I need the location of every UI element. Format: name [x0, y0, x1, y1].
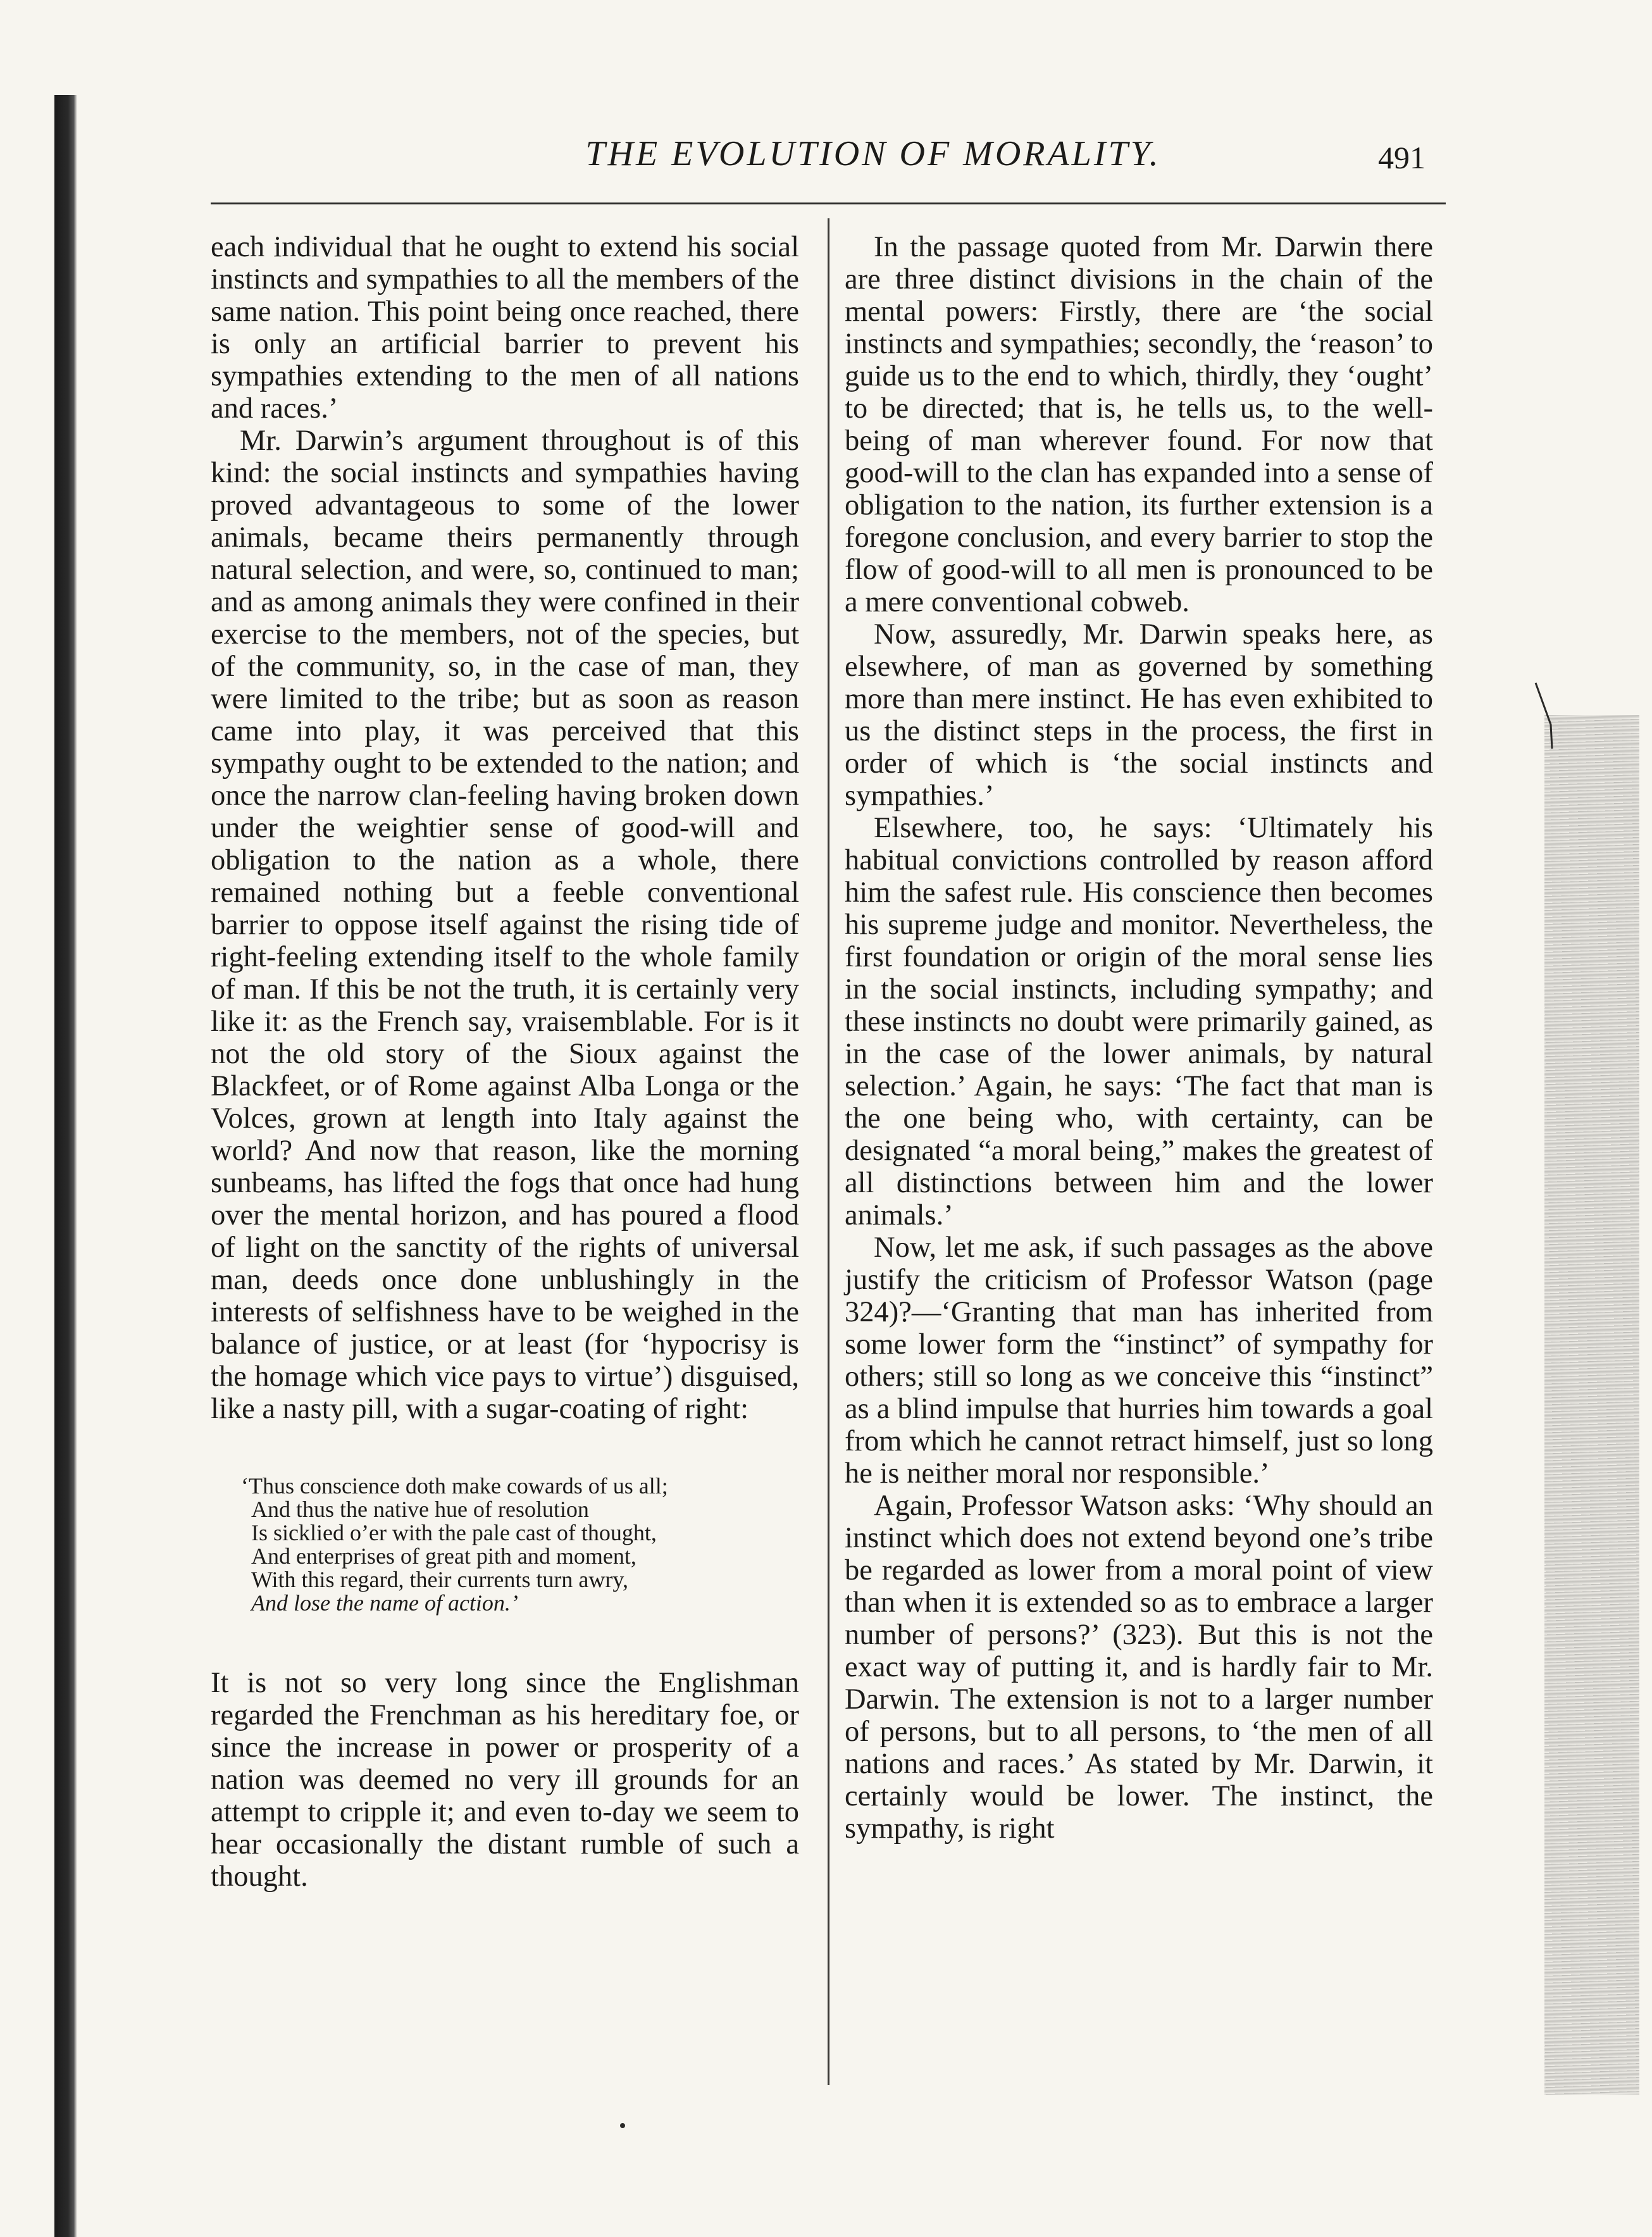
right-column	[845, 231, 1433, 1845]
left-column	[211, 231, 799, 1893]
paragraph: It is not so very long since the Englishman regarded the Frenchman as his hereditary foe, or since the increase in power or prosperity of a nation was deemed no very ill grounds for an attempt to cripple it; and even to-day we seem to hear occasionally the distant rumble of such a thought.	[211, 1667, 799, 1893]
page-edge-shading	[1544, 715, 1639, 2095]
column-rule	[828, 218, 829, 2085]
verse-line: And lose the name of action.’	[251, 1590, 518, 1616]
page-number: 491	[1378, 140, 1425, 175]
paragraph: Mr. Darwin’s argument throughout is of this kind: the social instincts and sympathies having proved advantageous to some of the lower animals, became theirs permanently through natural selection, and were, so, continued to man; and as among animals they were confined in their exercise to the members, not of the species, but of the community, so, in the case of man, they were limited to the tribe; but as soon as reason came into play, it was perceived that this sympathy ought to be extended to the nation; and once the narrow clan-feeling having broken down under the weightier sense of good-will and obligation to the nation as a whole, there remained nothing but a feeble conventional barrier to oppose itself against the rising tide of right-feeling extending itself to the whole family of man. If this be not the truth, it is certainly very like it: as the French say, vraisemblable. For is it not the old story of the Sioux against the Blackfeet, or of Rome against Alba Longa or the Volces, grown at length into Italy against the world? And now that reason, like the morning sunbeams, has lifted the fogs that once had hung over the mental horizon, and has poured a flood of light on the sanctity of the rights of universal man, deeds once done unblushingly in the interests of selfishness have to be weighed in the balance of justice, or at least (for ‘hypocrisy is the homage which vice pays to virtue’) disguised, like a nasty pill, with a sugar-coating of right:	[211, 425, 799, 1425]
verse-line: ‘Thus conscience doth make cowards of us all;	[241, 1473, 668, 1499]
paragraph: each individual that he ought to extend his social instincts and sympathies to all the members of the same nation. This point being once reached, there is only an artificial barrier to prevent his sympathies extending to the men of all nations and races.’	[211, 231, 799, 425]
header-rule	[211, 203, 1446, 204]
book-spine-shadow	[54, 95, 77, 2237]
paragraph: Elsewhere, too, he says: ‘Ultimately his habitual convictions controlled by reason afford him the safest rule. His conscience then becomes his supreme judge and monitor. Nevertheless, the first foundation or origin of the moral sense lies in the social instincts, including sympathy; and these instincts no doubt were primarily gained, as in the case of the lower animals, by natural selection.’ Again, he says: ‘The fact that man is the one being who, with certainty, can be designated “a moral being,” makes the greatest of all distinctions between him and the lower animals.’	[845, 812, 1433, 1231]
running-title: THE EVOLUTION OF MORALITY.	[585, 134, 1161, 173]
paragraph: In the passage quoted from Mr. Darwin there are three distinct divisions in the chain of the mental powers: Firstly, there are ‘the social instincts and sympathies; secondly, the ‘reason’ to guide us to the end to which, thirdly, they ‘ought’ to be directed; that is, he tells us, to the well-being of man wherever found. For now that good-will to the clan has expanded into a sense of obligation to the nation, its further extension is a foregone conclusion, and every barrier to stop the flow of good-will to all men is pronounced to be a mere conventional cobweb.	[845, 231, 1433, 618]
verse-line: And thus the native hue of resolution	[251, 1497, 589, 1522]
running-head	[0, 125, 1652, 182]
verse-quotation	[241, 1474, 799, 1615]
verse-line: Is sicklied o’er with the pale cast of thought,	[251, 1520, 657, 1545]
paragraph: Now, let me ask, if such passages as the above justify the criticism of Professor Watson (page 324)?—‘Granting that man has inherited from some lower form the “instinct” of sympathy for others; still so long as we conceive this “instinct” as a blind impulse that hurries him towards a goal from which he cannot retract himself, just so long he is neither moral nor responsible.’	[845, 1231, 1433, 1490]
verse-line: And enterprises of great pith and moment,	[251, 1543, 637, 1569]
verse-line: With this regard, their currents turn awry,	[251, 1567, 629, 1592]
paragraph: Now, assuredly, Mr. Darwin speaks here, as elsewhere, of man as governed by something more than mere instinct. He has even exhibited to us the distinct steps in the process, the first in order of which is ‘the social instincts and sympathies.’	[845, 618, 1433, 812]
page-edge-mark	[1533, 680, 1565, 750]
paragraph: Again, Professor Watson asks: ‘Why should an instinct which does not extend beyond one’s tribe be regarded as lower from a moral point of view than when it is extended so as to embrace a larger number of persons?’ (323). But this is not the exact way of putting it, and is hardly fair to Mr. Darwin. The extension is not to a larger number of persons, but to all persons, to ‘the men of all nations and races.’ As stated by Mr. Darwin, it certainly would be lower. The instinct, the sympathy, is right	[845, 1490, 1433, 1845]
bottom-mark	[620, 2123, 625, 2128]
